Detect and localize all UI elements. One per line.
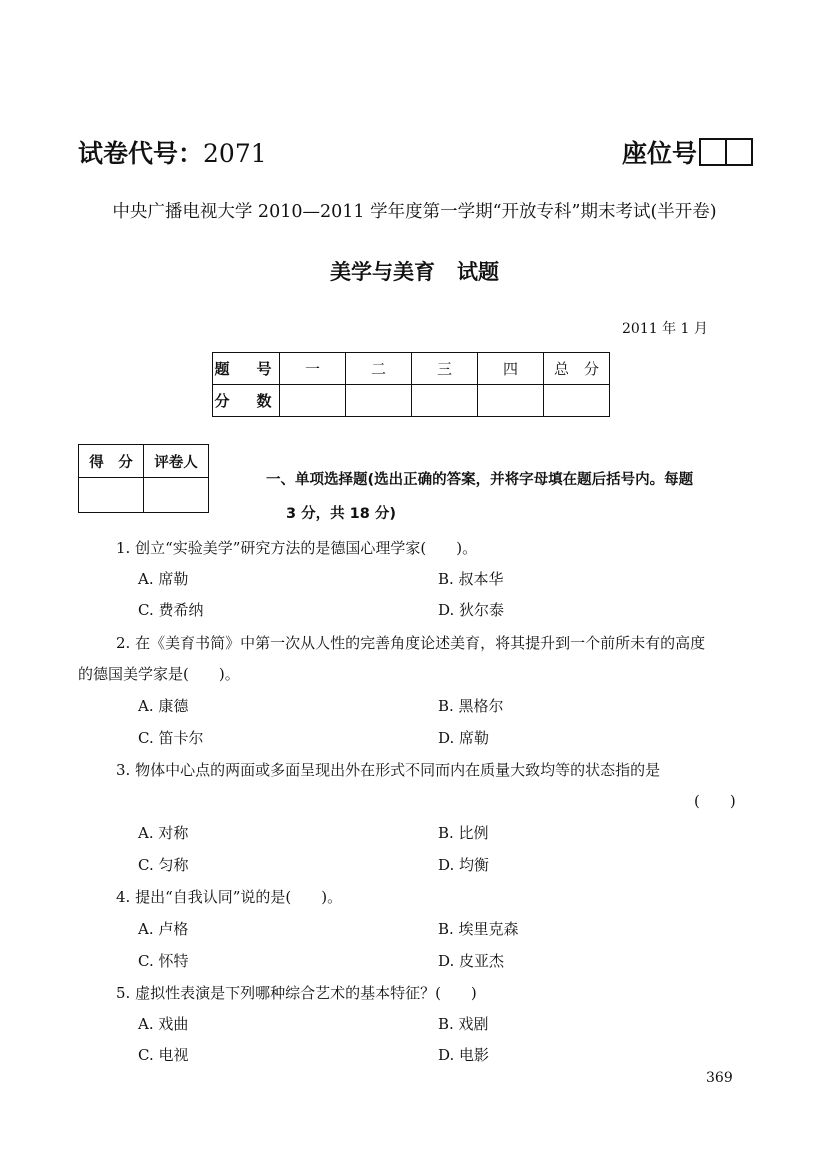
option-c: C. 电视 [138,1046,189,1064]
question-stem: 1. 创立“实验美学”研究方法的是德国心理学家( )。 [116,539,478,557]
grader-name-cell[interactable] [144,478,209,513]
score-table-score-row [213,385,610,417]
grader-table-blank-row [79,478,209,513]
option-d: D. 均衡 [438,856,490,874]
score-table-header-cell: 题 号 [213,353,280,385]
answer-parentheses: ( ) [694,792,736,810]
option-d: D. 席勒 [438,729,490,747]
score-table-header-cell: 二 [346,353,412,385]
option-a: A. 对称 [138,824,189,842]
question-stem: 5. 虚拟性表演是下列哪种综合艺术的基本特征？( ) [116,984,477,1002]
score-table-header-row [213,353,610,385]
seat-box [701,140,725,164]
question-stem: 2. 在《美育书简》中第一次从人性的完善角度论述美育，将其提升到一个前所未有的高度 [116,634,706,652]
score-cell[interactable] [478,385,544,417]
question-stem: 3. 物体中心点的两面或多面呈现出外在形式不同而内在质量大致均等的状态指的是 [116,761,661,779]
option-d: D. 狄尔泰 [438,601,505,619]
exam-code [78,134,267,170]
score-cell[interactable] [280,385,346,417]
option-d: D. 电影 [438,1046,490,1064]
section-title-line2: 3 分，共 18 分) [286,506,397,522]
score-table-header-cell: 三 [412,353,478,385]
score-cell[interactable] [544,385,610,417]
subject-title: 美学与美育 试题 [330,260,499,284]
score-table-header-cell: 一 [280,353,346,385]
option-b: B. 比例 [438,824,489,842]
option-c: C. 怀特 [138,952,189,970]
grader-table-header-cell: 得 分 [79,445,144,478]
university-exam-line: 中央广播电视大学 2010—2011 学年度第一学期“开放专科”期末考试(半开卷) [112,202,717,222]
page-number: 369 [706,1070,733,1086]
score-table-header-cell: 总 分 [544,353,610,385]
question-stem: 4. 提出“自我认同”说的是( )。 [116,888,343,906]
grader-table-header-row [79,445,209,478]
option-a: A. 戏曲 [138,1015,189,1033]
seat-number-label: 座位号 [622,139,698,168]
option-b: B. 戏剧 [438,1015,489,1033]
option-a: A. 康德 [138,697,189,715]
exam-code-label: 试卷代号： [78,139,204,168]
exam-code-value: 2071 [203,139,267,168]
seat-box [725,140,751,164]
score-cell[interactable] [346,385,412,417]
option-c: C. 费希纳 [138,601,204,619]
option-a: A. 席勒 [138,570,189,588]
grader-table-header-cell: 评卷人 [144,445,209,478]
score-table [212,352,610,417]
option-a: A. 卢格 [138,920,189,938]
option-d: D. 皮亚杰 [438,952,505,970]
option-c: C. 笛卡尔 [138,729,204,747]
score-table-row-label: 分 数 [213,385,280,417]
seat-number-boxes [699,138,753,166]
score-cell[interactable] [412,385,478,417]
option-b: B. 黑格尔 [438,697,504,715]
seat-number [622,134,753,170]
score-table-header-cell: 四 [478,353,544,385]
section-title-line1: 一、单项选择题(选出正确的答案，并将字母填在题后括号内。每题 [266,472,694,488]
exam-date: 2011 年 1 月 [622,321,708,337]
question-stem-continuation: 的德国美学家是( )。 [78,665,240,683]
grader-table [78,444,209,513]
option-c: C. 匀称 [138,856,189,874]
option-b: B. 埃里克森 [438,920,519,938]
option-b: B. 叔本华 [438,570,504,588]
grader-score-cell[interactable] [79,478,144,513]
